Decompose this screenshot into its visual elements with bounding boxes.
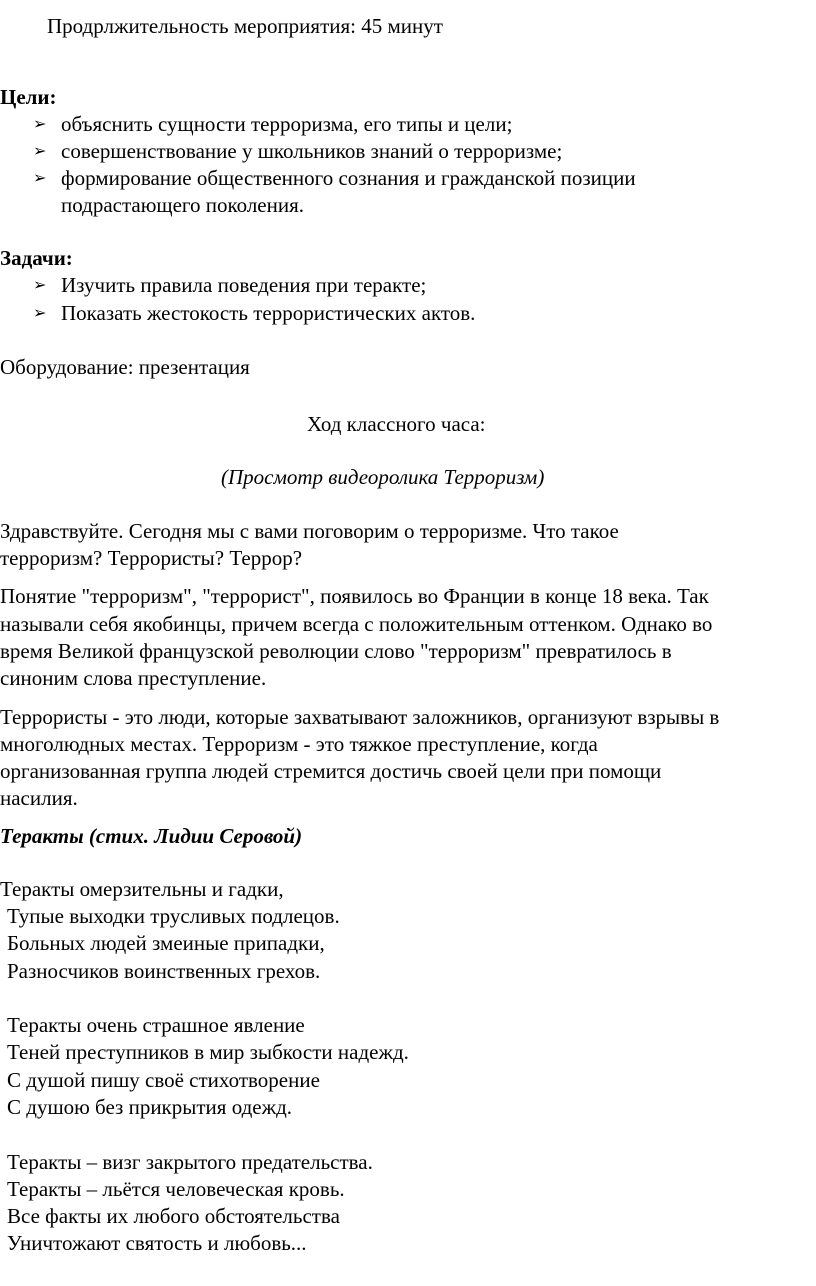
goal-item-continuation: подрастающего поколения. — [61, 193, 305, 217]
paragraph-line: Здравствуйте. Сегодня мы с вами поговорим о терроризме. Что такое — [0, 519, 619, 543]
arrow-bullet-icon: ➢ — [33, 170, 47, 187]
task-item: Показать жестокость террористических актов. — [61, 301, 476, 325]
goal-item: объяснить сущности терроризма, его типы и цели; — [61, 112, 513, 136]
poem-line: С душою без прикрытия одежд. — [7, 1095, 293, 1119]
poem-line: Теней преступников в мир зыбкости надежд. — [7, 1040, 409, 1064]
arrow-bullet-icon: ➢ — [33, 305, 47, 322]
goal-item: формирование общественного сознания и гражданской позиции — [61, 166, 636, 190]
goals-heading: Цели: — [0, 85, 57, 109]
video-note: (Просмотр видеоролика Терроризм) — [221, 465, 545, 489]
arrow-bullet-icon: ➢ — [33, 143, 47, 160]
poem-line: Теракты очень страшное явление — [7, 1013, 305, 1037]
poem-line: Разносчиков воинственных грехов. — [7, 959, 321, 983]
paragraph-line: терроризм? Террористы? Террор? — [0, 546, 303, 570]
paragraph-line: время Великой французской революции слово "терроризм" превратилось в — [0, 639, 672, 663]
paragraph-line: Понятие "терроризм", "террорист", появилось во Франции в конце 18 века. Так — [0, 584, 709, 608]
paragraph-line: организованная группа людей стремится достичь своей цели при помощи — [0, 759, 662, 783]
poem-line: С душой пишу своё стихотворение — [7, 1068, 320, 1092]
poem-line: Уничтожают святость и любовь... — [7, 1231, 307, 1255]
poem-line: Теракты омерзительны и гадки, — [0, 877, 284, 901]
paragraph-line: насилия. — [0, 786, 78, 810]
equipment-line: Оборудование: презентация — [0, 355, 250, 379]
arrow-bullet-icon: ➢ — [33, 277, 47, 294]
poem-line: Больных людей змеиные припадки, — [7, 931, 325, 955]
paragraph-line: многолюдных местах. Терроризм - это тяжкое преступление, когда — [0, 732, 598, 756]
poem-line: Теракты – визг закрытого предательства. — [7, 1150, 373, 1174]
task-item: Изучить правила поведения при теракте; — [61, 273, 427, 297]
paragraph-line: синоним слова преступление. — [0, 666, 267, 690]
poem-line: Теракты – льётся человеческая кровь. — [7, 1177, 345, 1201]
paragraph-line: называли себя якобинцы, причем всегда с положительным оттенком. Однако во — [0, 612, 713, 636]
poem-line: Тупые выходки трусливых подлецов. — [7, 904, 340, 928]
event-duration: Продрлжительность мероприятия: 45 минут — [47, 14, 443, 38]
tasks-heading: Задачи: — [0, 246, 73, 270]
goal-item: совершенствование у школьников знаний о терроризме; — [61, 139, 563, 163]
paragraph-line: Террористы - это люди, которые захватывают заложников, организуют взрывы в — [0, 705, 720, 729]
poem-line: Все факты их любого обстоятельства — [7, 1204, 340, 1228]
poem-title: Теракты (стих. Лидии Серовой) — [0, 824, 303, 848]
course-title: Ход классного часа: — [307, 412, 486, 436]
arrow-bullet-icon: ➢ — [33, 116, 47, 133]
